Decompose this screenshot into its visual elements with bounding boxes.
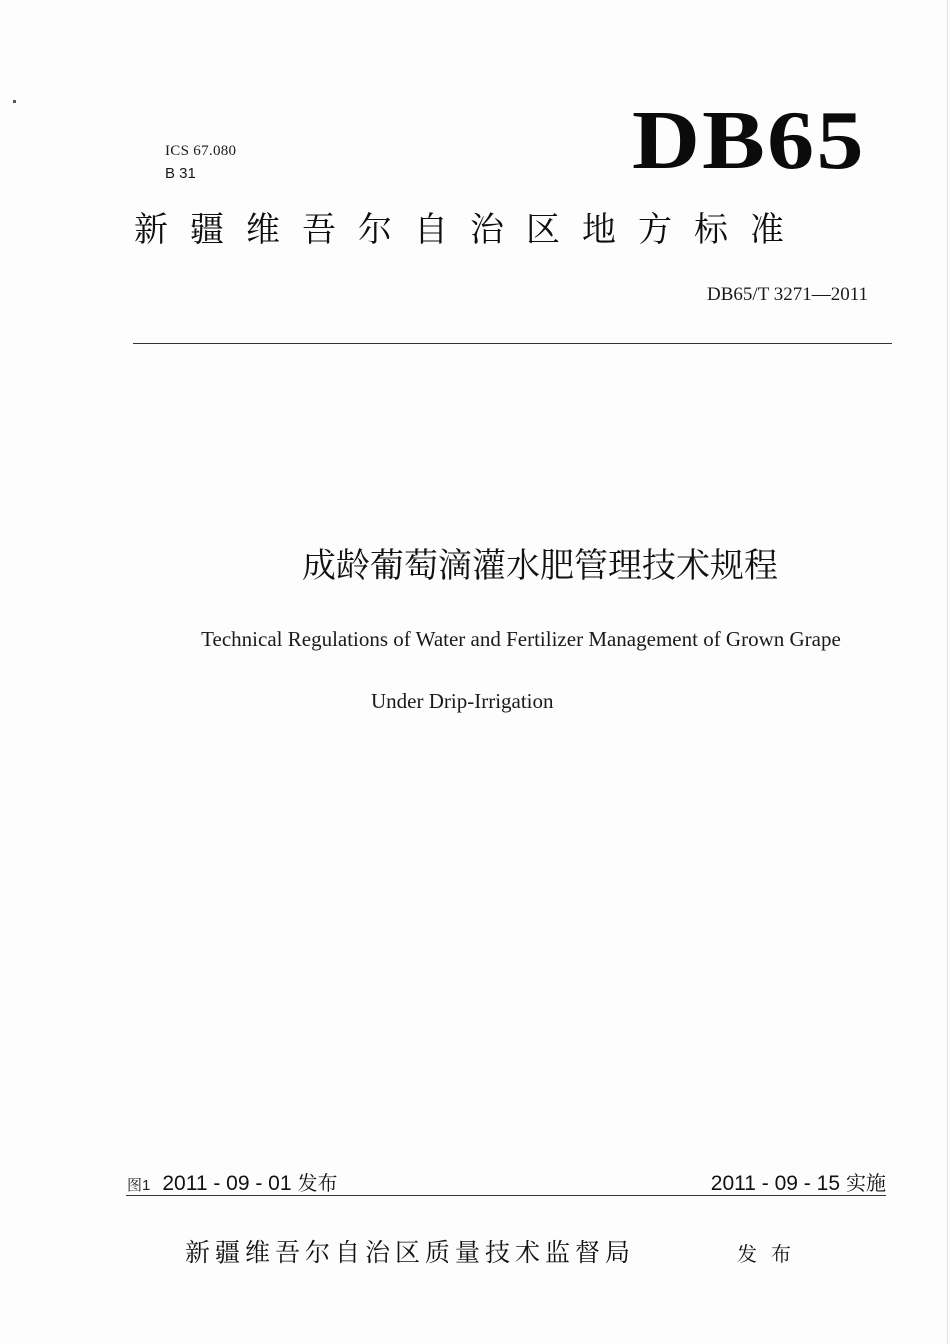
implementation-label: 实施: [846, 1171, 886, 1195]
document-title-chinese: 成龄葡萄滴灌水肥管理技术规程: [302, 546, 778, 586]
figure-label: 图1: [127, 1177, 151, 1194]
implementation-date-block: [711, 1170, 886, 1197]
issue-label: 发布: [297, 1171, 338, 1195]
header-divider: [133, 343, 892, 344]
scan-artifact: [13, 100, 16, 103]
issuing-authority: 新疆维吾尔自治区质量技术监督局: [185, 1238, 636, 1267]
ccs-code: B 31: [165, 165, 196, 182]
document-title-english-line2: Under Drip-Irrigation: [371, 689, 554, 713]
footer-divider: [126, 1195, 886, 1196]
standard-number: DB65/T 3271—2011: [707, 284, 868, 305]
standard-type-heading: 新疆维吾尔自治区地方标准: [134, 210, 806, 250]
issuing-action: 发布: [737, 1242, 805, 1266]
implementation-date: 2011 - 09 - 15: [710, 1172, 840, 1195]
issue-date: 2011 - 09 - 01: [162, 1172, 292, 1195]
document-title-english-line1: Technical Regulations of Water and Fertilizer Management of Grown Grape: [201, 627, 841, 651]
standard-mark: DB65: [632, 94, 866, 187]
ics-code: ICS 67.080: [165, 143, 237, 159]
scan-edge: [947, 0, 948, 1344]
